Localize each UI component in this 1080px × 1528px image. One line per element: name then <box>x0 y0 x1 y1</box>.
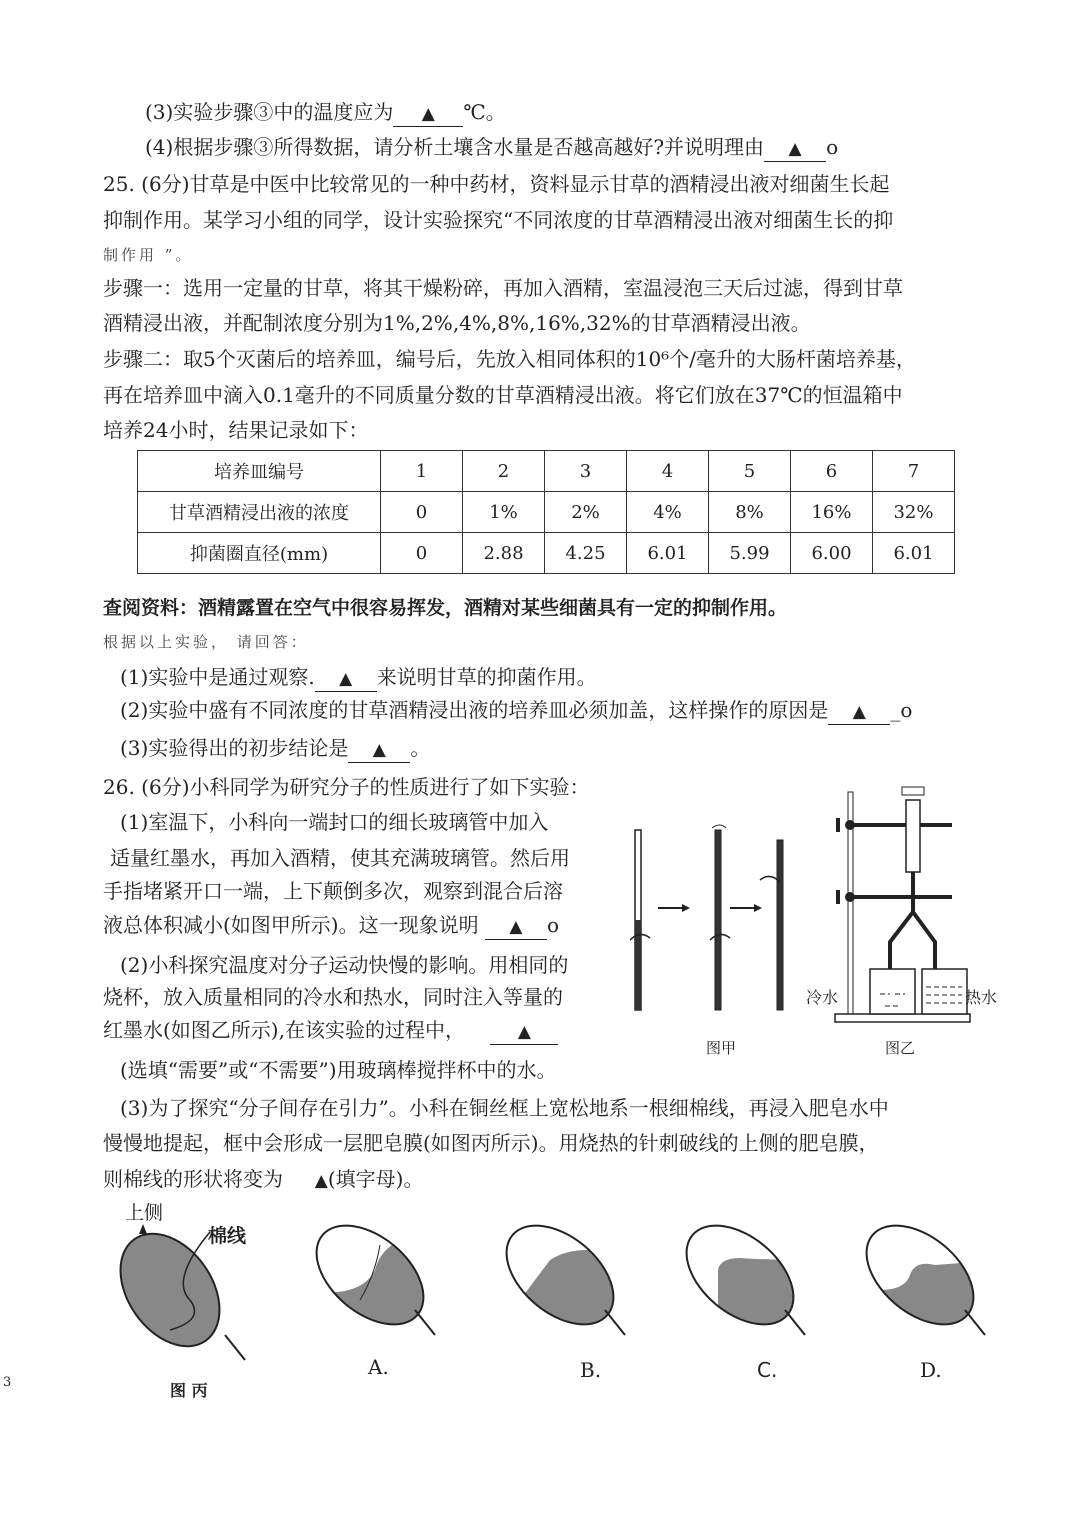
q25-q3: (3)实验得出的初步结论是 ▲ 。 <box>120 736 430 763</box>
option-c-shape <box>670 1220 820 1340</box>
answer-blank[interactable]: ▲ <box>764 137 826 162</box>
figure-bing-soap-film <box>110 1220 260 1365</box>
option-b-label[interactable]: B. <box>580 1358 602 1382</box>
q25-step1a: 步骤一：选用一定量的甘草，将其干燥粉碎，再加入酒精，室温浸泡三天后过滤，得到甘草 <box>103 276 903 300</box>
q25-q2: (2)实验中盛有不同浓度的甘草酒精浸出液的培养皿必须加盖，这样操作的原因是 ▲ _o <box>120 698 912 725</box>
table-cell: 5.99 <box>709 533 791 574</box>
q26-line1: 26. (6分)小科同学为研究分子的性质进行了如下实验： <box>103 775 590 799</box>
option-a-shape <box>300 1220 450 1340</box>
table-cell: 0 <box>381 533 463 574</box>
q25-q1: (1)实验中是通过观察. ▲ 来说明甘草的抑菌作用。 <box>120 665 597 692</box>
answer-blank[interactable]: ▲ <box>828 700 890 725</box>
option-b-shape <box>490 1220 640 1340</box>
q26-p2d: (选填“需要”或“不需要”)用玻璃棒搅拌杯中的水。 <box>120 1058 557 1082</box>
table-cell: 6 <box>791 451 873 492</box>
figure-jia-tubes <box>630 820 800 1020</box>
table-cell: 6.01 <box>627 533 709 574</box>
q25-step2b: 再在培养皿中滴入0.1毫升的不同质量分数的甘草酒精浸出液。将它们放在37℃的恒温箱中 <box>103 383 903 407</box>
table-cell: 16% <box>791 492 873 533</box>
row-header: 培养皿编号 <box>138 451 381 492</box>
table-cell: 32% <box>873 492 955 533</box>
table-cell: 6.01 <box>873 533 955 574</box>
answer-prompt: 根据以上实验， 请回答： <box>103 633 309 651</box>
figure-bing-caption: 图 丙 <box>170 1381 208 1400</box>
figure-jia-caption: 图甲 <box>706 1039 737 1057</box>
table-cell: 4% <box>627 492 709 533</box>
table-cell: 4.25 <box>545 533 627 574</box>
q26-p1a: (1)室温下，小科向一端封口的细长玻璃管中加入 <box>120 810 549 834</box>
cotton-thread-label: 棉线 <box>208 1225 247 1247</box>
option-c-label[interactable]: C. <box>757 1358 778 1382</box>
upper-side-label: 上侧 <box>125 1202 164 1224</box>
q26-p3c: 则棉线的形状将变为 ▲(填字母)。 <box>103 1167 424 1191</box>
q25-line3: 制作用 ”。 <box>103 246 194 264</box>
row-header: 抑菌圈直径(mm) <box>138 533 381 574</box>
q24-part3: (3)实验步骤③中的温度应为 ▲ ℃。 <box>145 100 506 127</box>
cold-water-label: 冷水 <box>806 988 839 1007</box>
table-row <box>138 533 955 574</box>
table-row <box>138 451 955 492</box>
results-table <box>137 450 955 574</box>
q26-p2a: (2)小科探究温度对分子运动快慢的影响。用相同的 <box>120 953 569 977</box>
q24-part4: (4)根据步骤③所得数据，请分析土壤含水量是否越高越好?并说明理由 ▲ o <box>145 135 838 162</box>
figure-yi-caption: 图乙 <box>885 1039 916 1057</box>
answer-blank[interactable]: ▲ <box>348 738 410 763</box>
table-cell: 5 <box>709 451 791 492</box>
row-header: 甘草酒精浸出液的浓度 <box>138 492 381 533</box>
table-cell: 8% <box>709 492 791 533</box>
option-d-label[interactable]: D. <box>920 1358 942 1382</box>
page-number: 3 <box>3 1375 12 1390</box>
q26-p1c: 手指堵紧开口一端，上下颠倒多次，观察到混合后溶 <box>103 879 563 903</box>
q26-p1b: 适量红墨水，再加入酒精，使其充满玻璃管。然后用 <box>110 846 570 870</box>
hot-water-label: 热水 <box>965 988 998 1007</box>
q26-p3a: (3)为了探究“分子间存在引力”。小科在铜丝框上宽松地系一根细棉线，再浸入肥皂水中 <box>120 1096 889 1120</box>
table-cell: 4 <box>627 451 709 492</box>
q25-step2a: 步骤二：取5个灭菌后的培养皿，编号后，先放入相同体积的10⁶个/毫升的大肠杆菌培养基， <box>103 347 916 371</box>
reference-note: 查阅资料：酒精露置在空气中很容易挥发，酒精对某些细菌具有一定的抑制作用。 <box>103 597 788 619</box>
q26-p1d: 液总体积减小(如图甲所示)。这一现象说明 ▲ o <box>103 913 559 940</box>
answer-mark[interactable]: ▲ <box>314 1171 328 1191</box>
table-row <box>138 492 955 533</box>
answer-blank[interactable]: ▲ <box>315 667 377 692</box>
answer-blank[interactable]: ▲ <box>393 102 463 127</box>
answer-blank[interactable]: ▲ <box>490 1020 558 1045</box>
table-cell: 2 <box>463 451 545 492</box>
q25-line2: 抑制作用。某学习小组的同学，设计实验探究“不同浓度的甘草酒精浸出液对细菌生长的抑 <box>103 208 894 232</box>
option-d-shape <box>850 1220 1000 1340</box>
table-cell: 7 <box>873 451 955 492</box>
table-cell: 1 <box>381 451 463 492</box>
q26-p2b: 烧杯，放入质量相同的冷水和热水，同时注入等量的 <box>103 985 563 1009</box>
table-cell: 3 <box>545 451 627 492</box>
table-cell: 0 <box>381 492 463 533</box>
q25-step1b: 酒精浸出液，并配制浓度分别为1%,2%,4%,8%,16%,32%的甘草酒精浸出液。 <box>103 311 811 335</box>
option-a-label[interactable]: A. <box>368 1355 389 1379</box>
table-cell: 6.00 <box>791 533 873 574</box>
q25-step2c: 培养24小时，结果记录如下： <box>103 418 369 442</box>
table-cell: 2.88 <box>463 533 545 574</box>
table-cell: 2% <box>545 492 627 533</box>
q26-p3b: 慢慢地提起，框中会形成一层肥皂膜(如图丙所示)。用烧热的针刺破线的上侧的肥皂膜， <box>103 1131 879 1155</box>
table-cell: 1% <box>463 492 545 533</box>
q26-p2c: 红墨水(如图乙所示),在该实验的过程中， ▲ <box>103 1018 558 1045</box>
answer-blank[interactable]: ▲ <box>485 915 547 940</box>
q25-line1: 25. (6分)甘草是中医中比较常见的一种中药材，资料显示甘草的酒精浸出液对细菌生长起 <box>103 172 890 196</box>
